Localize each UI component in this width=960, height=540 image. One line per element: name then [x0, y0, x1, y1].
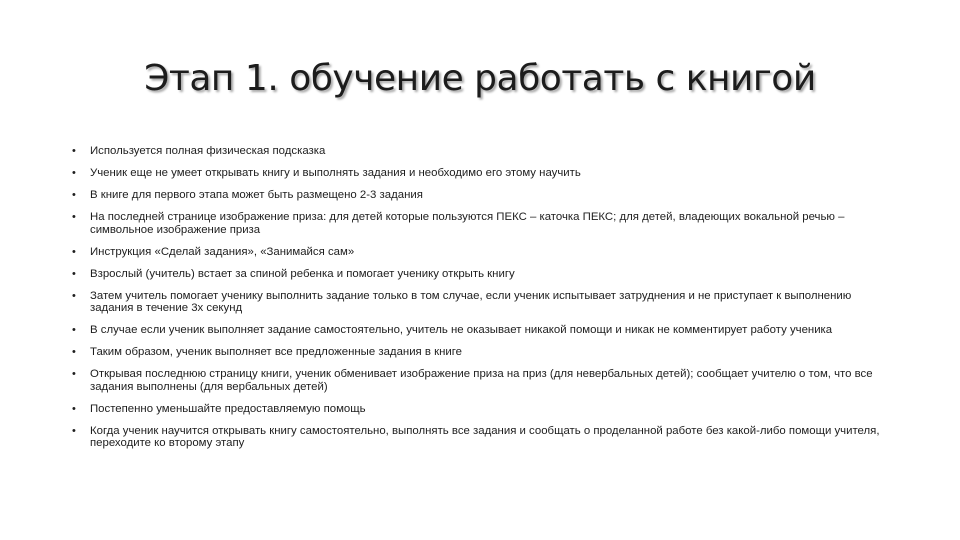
bullet-list	[72, 145, 892, 459]
bullet-dot: •	[72, 346, 76, 359]
bullet-dot: •	[72, 166, 76, 179]
bullet-dot: •	[72, 424, 76, 437]
bullet-text: Инструкция «Сделай задания», «Занимайся сам»	[90, 245, 355, 258]
bullet-text: Таким образом, ученик выполняет все предложенные задания в книге	[90, 346, 462, 359]
bullet-item	[72, 167, 892, 180]
bullet-text: В случае если ученик выполняет задание самостоятельно, учитель не оказывает никакой помощи и никак не комментирует работу ученика	[90, 324, 833, 337]
bullet-text: Используется полная физическая подсказка	[90, 145, 326, 157]
slide-title: Этап 1. обучение работать с книгой	[144, 58, 816, 99]
bullet-text: На последней странице изображение приза: для детей которые пользуются ПЕКС – каточка ПЕКС; для детей, владеющих вокальной речью – символьное изображение приза	[90, 210, 845, 236]
bullet-item	[72, 189, 892, 202]
bullet-item	[72, 211, 892, 236]
bullet-dot: •	[72, 188, 76, 201]
bullet-text: Открывая последнюю страницу книги, ученик обменивает изображение приза на приз (для невербальных детей); сообщает учителю о том, что все задания выполнены (для вербальных детей)	[90, 368, 873, 393]
bullet-item	[72, 346, 892, 359]
bullet-text: Взрослый (учитель) встает за спиной ребенка и помогает ученику открыть книгу	[90, 267, 515, 280]
bullet-dot: •	[72, 245, 76, 258]
bullet-text: В книге для первого этапа может быть размещено 2-3 задания	[90, 188, 423, 201]
bullet-text: Постепенно уменьшайте предоставляемую помощь	[90, 402, 366, 415]
bullet-item	[72, 368, 892, 393]
bullet-dot: •	[72, 289, 76, 302]
bullet-dot: •	[72, 368, 76, 381]
bullet-dot: •	[72, 210, 76, 223]
bullet-item	[72, 324, 892, 337]
bullet-item	[72, 425, 892, 450]
bullet-dot: •	[72, 267, 76, 280]
bullet-dot: •	[72, 145, 76, 157]
bullet-item	[72, 403, 892, 416]
bullet-text: Когда ученик научится открывать книгу самостоятельно, выполнять все задания и сообщать о проделанной работе без какой-либо помощи учителя, переходите ко второму этапу	[90, 424, 880, 450]
bullet-item	[72, 268, 892, 281]
bullet-item	[72, 246, 892, 259]
bullet-dot: •	[72, 402, 76, 415]
bullet-dot: •	[72, 324, 76, 337]
bullet-item	[72, 145, 892, 158]
bullet-text: Затем учитель помогает ученику выполнить задание только в том случае, если ученик испытывает затруднения и не приступает к выполнению задания в течение 3х секунд	[90, 289, 852, 315]
bullet-text: Ученик еще не умеет открывать книгу и выполнять задания и необходимо его этому научить	[90, 166, 581, 179]
bullet-item	[72, 290, 892, 315]
